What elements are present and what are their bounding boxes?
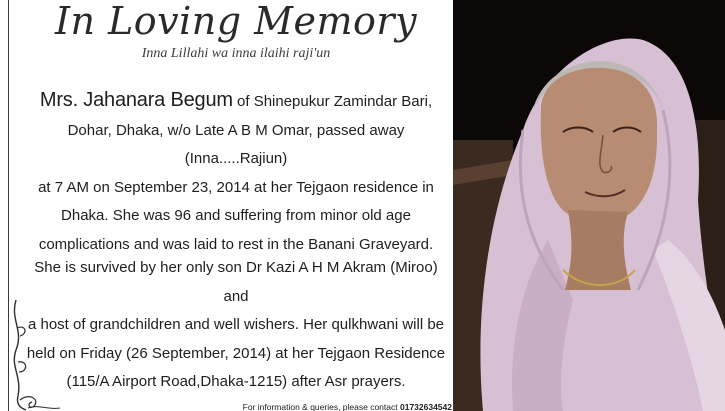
portrait-illustration (453, 0, 725, 411)
address-text: of Shinepukur Zamindar Bari, (232, 93, 433, 110)
paragraph-line: Dohar, Dhaka, w/o Late A B M Omar, passed away (Inna.....Rajiun) (67, 121, 405, 167)
paragraph-line: (115/A Airport Road,Dhaka-1215) after Asr prayers. (66, 373, 406, 390)
paragraph-line: complications and was laid to rest in the Banani Graveyard. (38, 235, 434, 253)
contact-label: For information & queries, please contact (242, 402, 398, 411)
paragraph-line: Dhaka. She was 96 and suffering from minor old age (61, 207, 411, 224)
deceased-name: Mrs. Jahanara Begum (39, 89, 233, 111)
contact-phone: 01732634542 (399, 402, 452, 411)
notice-text-column (20, 0, 452, 411)
paragraph-line: She is survived by her only son Dr Kazi A H M Akram (Miroo) and (34, 259, 438, 305)
paragraph-line: a host of grandchildren and well wishers. Her qulkhwani will be (27, 316, 445, 333)
paragraph-line (20, 86, 452, 117)
notice-title: In Loving Memory (54, 0, 418, 43)
paragraph-line: at 7 AM on September 23, 2014 at her Tejgaon residence in (38, 178, 434, 196)
death-announcement-paragraph (20, 86, 452, 259)
notice-subtitle: Inna Lillahi wa inna ilaihi raji'un (141, 46, 331, 61)
paragraph-line: held on Friday (26 September, 2014) at her Tejgaon Residence (26, 344, 446, 362)
survivors-paragraph (20, 254, 452, 397)
portrait-photo (453, 0, 725, 411)
contact-line (20, 402, 452, 411)
